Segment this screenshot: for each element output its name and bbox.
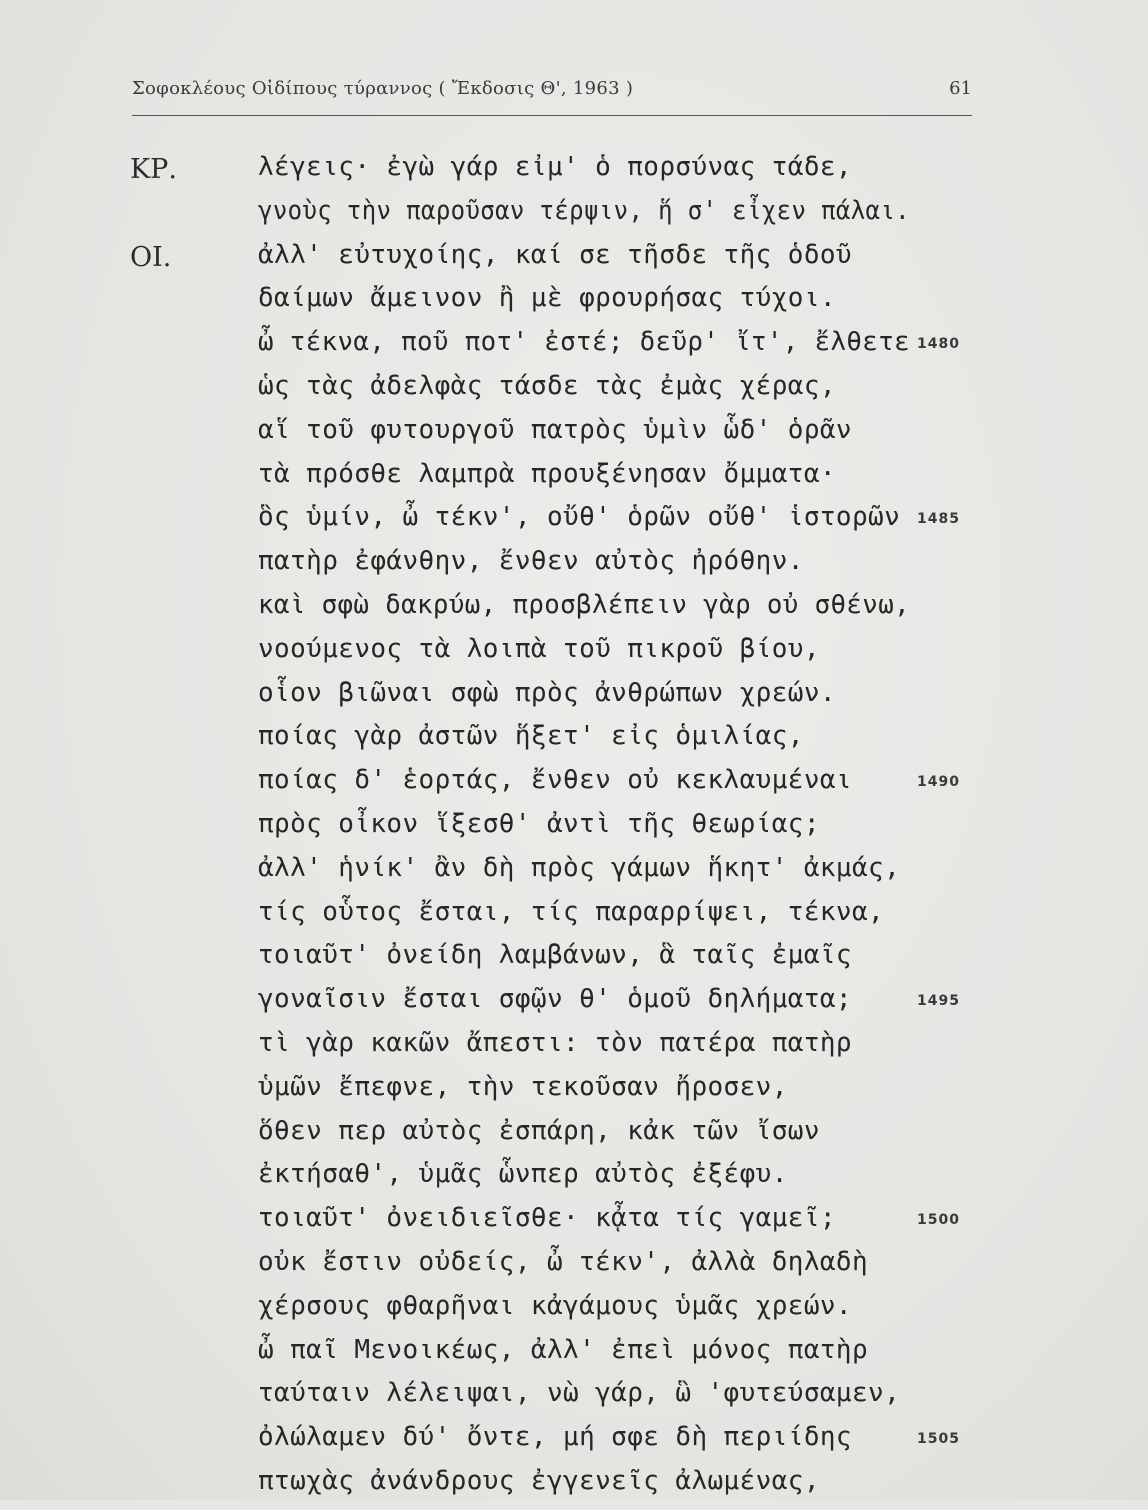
line-number: 1500	[917, 1212, 960, 1229]
verse-text: ὃς ὑμίν, ὦ τέκν', οὔθ' ὁρῶν οὔθ' ἱστορῶν	[258, 502, 901, 533]
verse-line	[0, 371, 1148, 415]
verse-text: τοιαῦτ' ὀνειδιεῖσθε· κᾆτα τίς γαμεῖ;	[258, 1203, 836, 1234]
verse-line	[0, 634, 1148, 678]
verse-text: ἀλλ' ἡνίκ' ἂν δὴ πρὸς γάμων ἥκητ' ἀκμάς,	[258, 852, 901, 883]
verse-text: ἀλλ' εὐτυχοίης, καί σε τῆσδε τῆς ὁδοῦ	[258, 239, 852, 270]
verse-text: αἵ τοῦ φυτουργοῦ πατρὸς ὑμὶν ὧδ' ὁρᾶν	[258, 414, 852, 445]
verse-text: ἐκτήσαθ', ὑμᾶς ὧνπερ αὐτὸς ἐξέφυ.	[258, 1159, 788, 1190]
verse-text: ὦ τέκνα, ποῦ ποτ' ἐστέ; δεῦρ' ἴτ', ἔλθετε	[258, 327, 910, 358]
verse-text: ποίας δ' ἑορτάς, ἔνθεν οὐ κεκλαυμέναι	[258, 765, 852, 796]
verse-line	[0, 1159, 1148, 1203]
speaker-label: ΚΡ.	[130, 154, 177, 185]
page-number: 61	[949, 78, 972, 99]
verse-line	[0, 196, 1148, 240]
verse-line	[0, 1422, 1148, 1466]
verse-line	[0, 765, 1148, 809]
verse-line	[0, 327, 1148, 371]
verse-line	[0, 1335, 1148, 1379]
verse-text: ὀλώλαμεν δύ' ὄντε, μή σφε δὴ περιίδης	[258, 1422, 852, 1453]
verse-line	[0, 240, 1148, 284]
verse-line	[0, 897, 1148, 941]
running-header	[132, 78, 972, 108]
running-title: Σοφοκλέους Οἰδίπους τύραννος ( Ἔκδοσις Θ', 1963 )	[132, 78, 634, 99]
verse-text: πτωχὰς ἀνάνδρους ἐγγενεῖς ἀλωμένας,	[258, 1465, 820, 1496]
verse-line	[0, 415, 1148, 459]
verse-text: ταύταιν λέλειψαι, νὼ γάρ, ὣ 'φυτεύσαμεν,	[258, 1378, 901, 1409]
verse-line	[0, 1028, 1148, 1072]
verse-line	[0, 1247, 1148, 1291]
verse-text: δαίμων ἄμεινον ἢ μὲ φρουρήσας τύχοι.	[258, 283, 836, 314]
verse-line	[0, 502, 1148, 546]
verse-text: οὐκ ἔστιν οὐδείς, ὦ τέκν', ἀλλὰ δηλαδὴ	[258, 1246, 869, 1277]
line-number: 1505	[917, 1431, 960, 1448]
header-rule	[132, 115, 972, 116]
verse-line	[0, 1291, 1148, 1335]
verse-line	[0, 459, 1148, 503]
verse-text: τοιαῦτ' ὀνείδη λαμβάνων, ἃ ταῖς ἐμαῖς	[258, 940, 852, 971]
verse-line	[0, 1378, 1148, 1422]
verse-text: γοναῖσιν ἔσται σφῷν θ' ὁμοῦ δηλήματα;	[258, 984, 852, 1015]
verse-line	[0, 984, 1148, 1028]
line-number: 1495	[917, 993, 960, 1010]
verse-line	[0, 721, 1148, 765]
verse-text: τὰ πρόσθε λαμπρὰ προυξένησαν ὄμματα·	[258, 458, 836, 489]
verse-line	[0, 1072, 1148, 1116]
verse-line	[0, 853, 1148, 897]
line-number: 1485	[917, 511, 960, 528]
verse-text: γνοὺς τὴν παροῦσαν τέρψιν, ἥ σ' εἶχεν πάλαι.	[258, 195, 910, 226]
verse-text: ὑμῶν ἔπεφνε, τὴν τεκοῦσαν ἤροσεν,	[258, 1071, 788, 1102]
verse-text: τίς οὗτος ἔσται, τίς παραρρίψει, τέκνα,	[258, 896, 885, 927]
verse-text: νοούμενος τὰ λοιπὰ τοῦ πικροῦ βίου,	[258, 633, 820, 664]
verse-text: πατὴρ ἐφάνθην, ἔνθεν αὐτὸς ἠρόθην.	[258, 546, 804, 577]
verse-text: καὶ σφὼ δακρύω, προσβλέπειν γὰρ οὐ σθένω,	[258, 589, 910, 620]
verse-text: ποίας γὰρ ἀστῶν ἥξετ' εἰς ὁμιλίας,	[258, 721, 804, 752]
verse-line	[0, 678, 1148, 722]
verse-block	[0, 152, 1148, 1510]
verse-text: πρὸς οἶκον ἵξεσθ' ἀντὶ τῆς θεωρίας;	[258, 808, 820, 839]
verse-line	[0, 546, 1148, 590]
line-number: 1480	[917, 336, 960, 353]
verse-line	[0, 809, 1148, 853]
verse-line	[0, 1466, 1148, 1510]
verse-text: οἷον βιῶναι σφὼ πρὸς ἀνθρώπων χρεών.	[258, 677, 836, 708]
verse-text: τὶ γὰρ κακῶν ἄπεστι: τὸν πατέρα πατὴρ	[258, 1027, 852, 1058]
verse-line	[0, 152, 1148, 196]
verse-line	[0, 590, 1148, 634]
line-number: 1490	[917, 774, 960, 791]
verse-text: ὅθεν περ αὐτὸς ἐσπάρη, κἀκ τῶν ἴσων	[258, 1115, 820, 1146]
verse-line	[0, 1203, 1148, 1247]
verse-line	[0, 940, 1148, 984]
verse-text: λέγεις· ἐγὼ γάρ εἰμ' ὁ πορσύνας τάδε,	[258, 152, 852, 182]
verse-line	[0, 283, 1148, 327]
verse-text: ὦ παῖ Μενοικέως, ἀλλ' ἐπεὶ μόνος πατὴρ	[258, 1334, 869, 1365]
verse-text: ὡς τὰς ἀδελφὰς τάσδε τὰς ἐμὰς χέρας,	[258, 370, 836, 401]
verse-line	[0, 1116, 1148, 1160]
speaker-label: ΟΙ.	[130, 241, 172, 273]
verse-text: χέρσους φθαρῆναι κἀγάμους ὑμᾶς χρεών.	[258, 1290, 852, 1321]
